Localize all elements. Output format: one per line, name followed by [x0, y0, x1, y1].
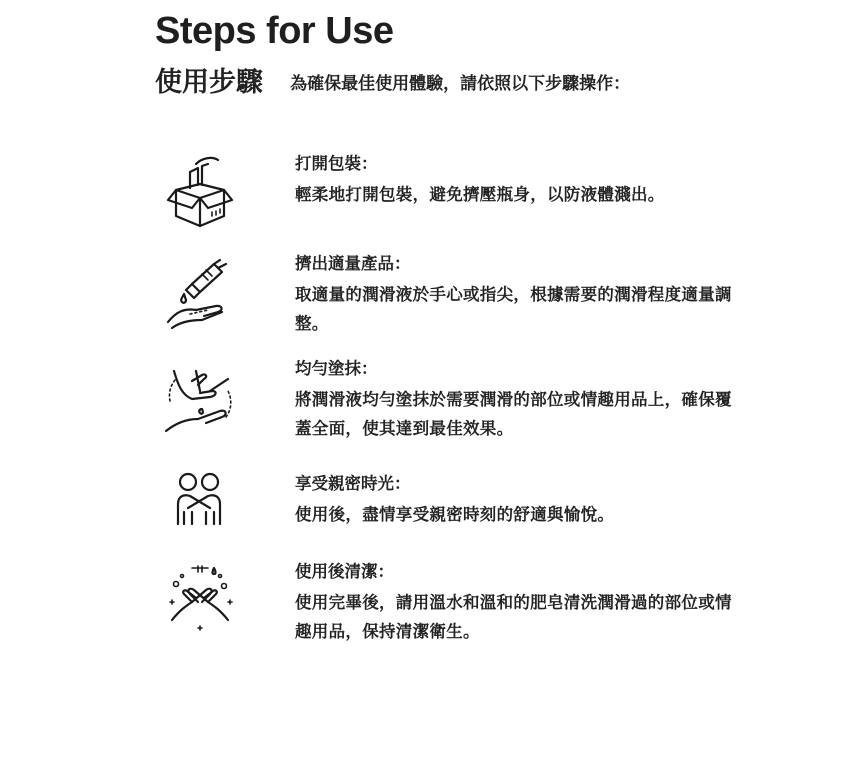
step-description: 使用完畢後，請用溫水和溫和的肥皂清洗潤滑過的部位或情趣用品，保持清潔衛生。 — [295, 593, 732, 641]
step-description: 將潤滑液均勻塗抹於需要潤滑的部位或情趣用品上，確保覆蓋全面，使其達到最佳效果。 — [295, 390, 732, 438]
wash-hands-icon — [162, 562, 238, 638]
step-text — [295, 470, 735, 529]
step-description: 取適量的潤滑液於手心或指尖，根據需要的潤滑程度適量調整。 — [295, 285, 732, 333]
squeeze-bottle-icon — [162, 254, 238, 330]
step-title: 使用後清潔： — [295, 562, 394, 581]
open-package-icon — [162, 154, 238, 230]
couple-hug-icon — [162, 468, 238, 544]
subtitle-row — [155, 60, 630, 99]
step-description: 使用後，盡情享受親密時刻的舒適與愉悅。 — [295, 505, 615, 524]
step-title: 享受親密時光： — [295, 474, 411, 493]
step-title: 擠出適量產品： — [295, 254, 411, 273]
step-text — [295, 355, 735, 443]
step-description: 輕柔地打開包裝，避免擠壓瓶身，以防液體濺出。 — [295, 185, 665, 204]
step-title: 打開包裝： — [295, 154, 378, 173]
intro-text: 為確保最佳使用體驗，請依照以下步驟操作： — [290, 74, 631, 94]
step-text — [295, 558, 735, 646]
spread-hands-icon — [162, 361, 238, 437]
section-subtitle: 使用步驟 — [155, 67, 263, 98]
step-text — [295, 250, 735, 338]
page-title: Steps for Use — [155, 10, 394, 52]
step-text — [295, 150, 735, 209]
step-title: 均勻塗抹： — [295, 359, 378, 378]
